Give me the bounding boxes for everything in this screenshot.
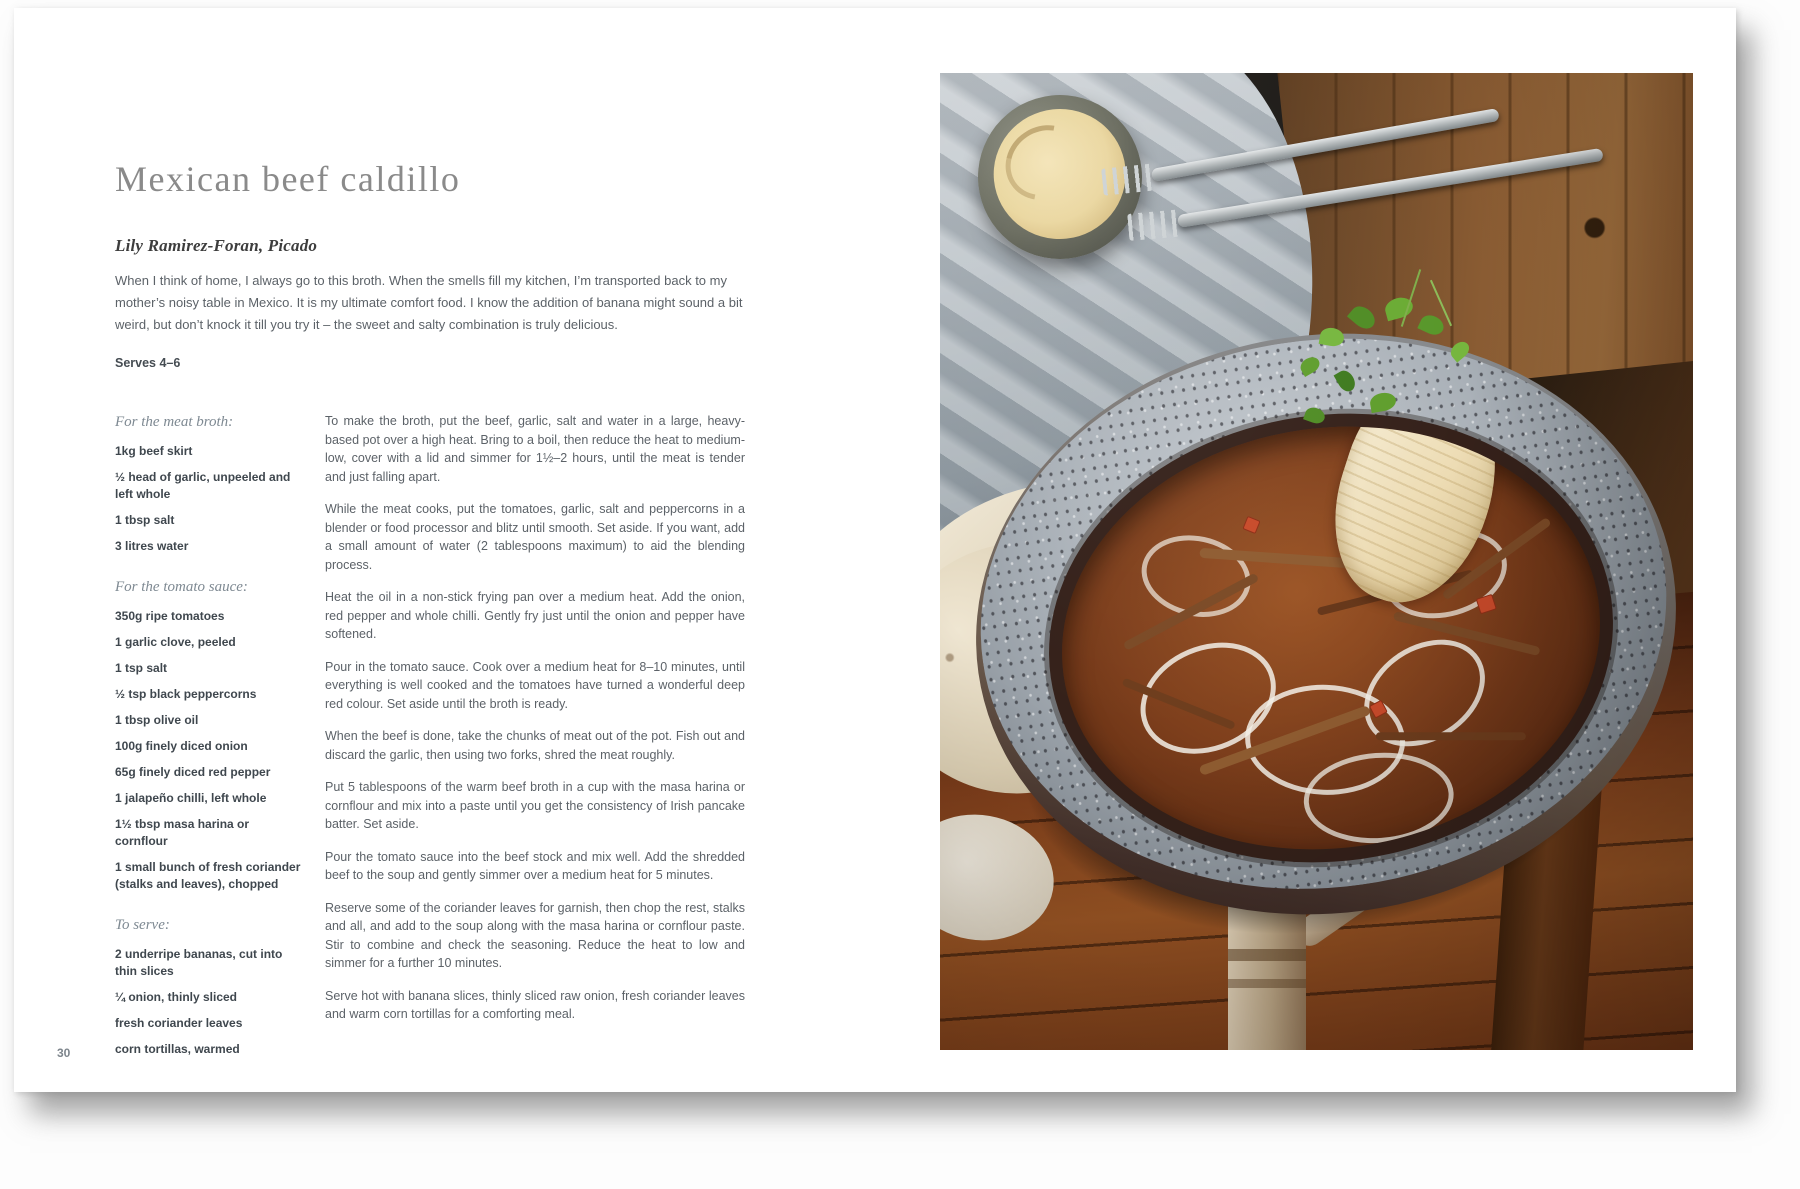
method-paragraph: While the meat cooks, put the tomatoes, garlic, salt and peppercorns in a blender or food processor and blitz until smooth. Set aside. If you want, add a small amount of water (2 tablespoons maximum) to aid the blending process. [325,502,745,572]
ingredient-section-heading: For the meat broth: [115,414,234,430]
ingredient-item: 1 tbsp salt [115,513,175,527]
ingredient-item: 3 litres water [115,539,189,553]
ingredient-item: 2 underripe bananas, cut into thin slices [115,947,283,978]
ingredient-section-heading: To serve: [115,917,170,933]
ingredient-item: 1 garlic clove, peeled [115,635,236,649]
photo-vignette [940,73,1693,1050]
ingredient-item: corn tortillas, warmed [115,1042,240,1056]
method-paragraph: When the beef is done, take the chunks of meat out of the pot. Fish out and discard the garlic, then using two forks, shred the meat roughly. [325,729,745,762]
method-paragraph: Pour in the tomato sauce. Cook over a medium heat for 8–10 minutes, until everything is well cooked and the tomatoes have turned a wonderful deep red colour. Set aside until the broth is ready. [325,659,745,711]
ingredient-item: 65g finely diced red pepper [115,765,271,779]
ingredient-item: 1 small bunch of fresh coriander (stalks and leaves), chopped [115,860,301,891]
method-column [325,412,745,1067]
recipe-intro: When I think of home, I always go to this broth. When the smells fill my kitchen, I’m transported back to my mother’s noisy table in Mexico. It is my ultimate comfort food. I know the addition of banana might sound a bit weird, but don’t knock it till you try it – the sweet and salty combination is truly delicious. [115,273,743,332]
ingredient-item: 1 tsp salt [115,661,168,675]
method-paragraph: Serve hot with banana slices, thinly sliced raw onion, fresh coriander leaves and warm corn tortillas for a comforting meal. [325,988,745,1021]
page-title: Mexican beef caldillo [115,159,461,199]
recipe-photo [940,73,1693,1050]
method-paragraph: Put 5 tablespoons of the warm beef broth in a cup with the masa harina or cornflour and mix into a paste until you get the consistency of Irish pancake batter. Set aside. [325,780,745,831]
method-paragraph: Reserve some of the coriander leaves for garnish, then chop the rest, stalks and all, and add to the soup along with the masa harina or cornflour paste. Stir to combine and check the seasoning. Reduce the heat to low and simmer for a further 10 minutes. [325,900,745,970]
ingredient-item: 350g ripe tomatoes [115,609,225,623]
ingredient-item: ½ head of garlic, unpeeled and left whole [115,470,291,501]
ingredient-item: 1½ tbsp masa harina or cornflour [115,817,250,848]
recipe-columns [115,412,765,1067]
ingredient-section-heading: For the tomato sauce: [115,579,248,595]
ingredient-item: 100g finely diced onion [115,739,248,753]
method-paragraph: Pour the tomato sauce into the beef stock and mix well. Add the shredded beef to the soup and gently simmer over a medium heat for 5 minutes. [325,849,745,882]
method-paragraph: Heat the oil in a non-stick frying pan over a medium heat. Add the onion, red pepper and whole chilli. Gently fry just until the onion and pepper have softened. [325,590,745,641]
ingredient-item: 1 tbsp olive oil [115,713,199,727]
recipe-byline: Lily Ramirez-Foran, Picado [115,236,318,255]
ingredient-item: 1 jalapeño chilli, left whole [115,791,267,805]
recipe-page [115,158,765,1067]
ingredient-item: 1kg beef skirt [115,444,193,458]
method-paragraph: To make the broth, put the beef, garlic, salt and water in a large, heavy-based pot over a high heat. Bring to a boil, then reduce the heat to medium-low, cover with a lid and simmer for 1½–2 hours, until the meat is tender and just falling apart. [325,414,745,484]
page-number: 30 [57,1046,71,1060]
ingredient-item: ¼ onion, thinly sliced [115,990,238,1004]
book-page-sheet [14,8,1736,1092]
serves-label: Serves 4–6 [115,356,181,370]
ingredients-column [115,412,303,1067]
ingredient-item: fresh coriander leaves [115,1016,243,1030]
ingredient-item: ½ tsp black peppercorns [115,687,257,701]
